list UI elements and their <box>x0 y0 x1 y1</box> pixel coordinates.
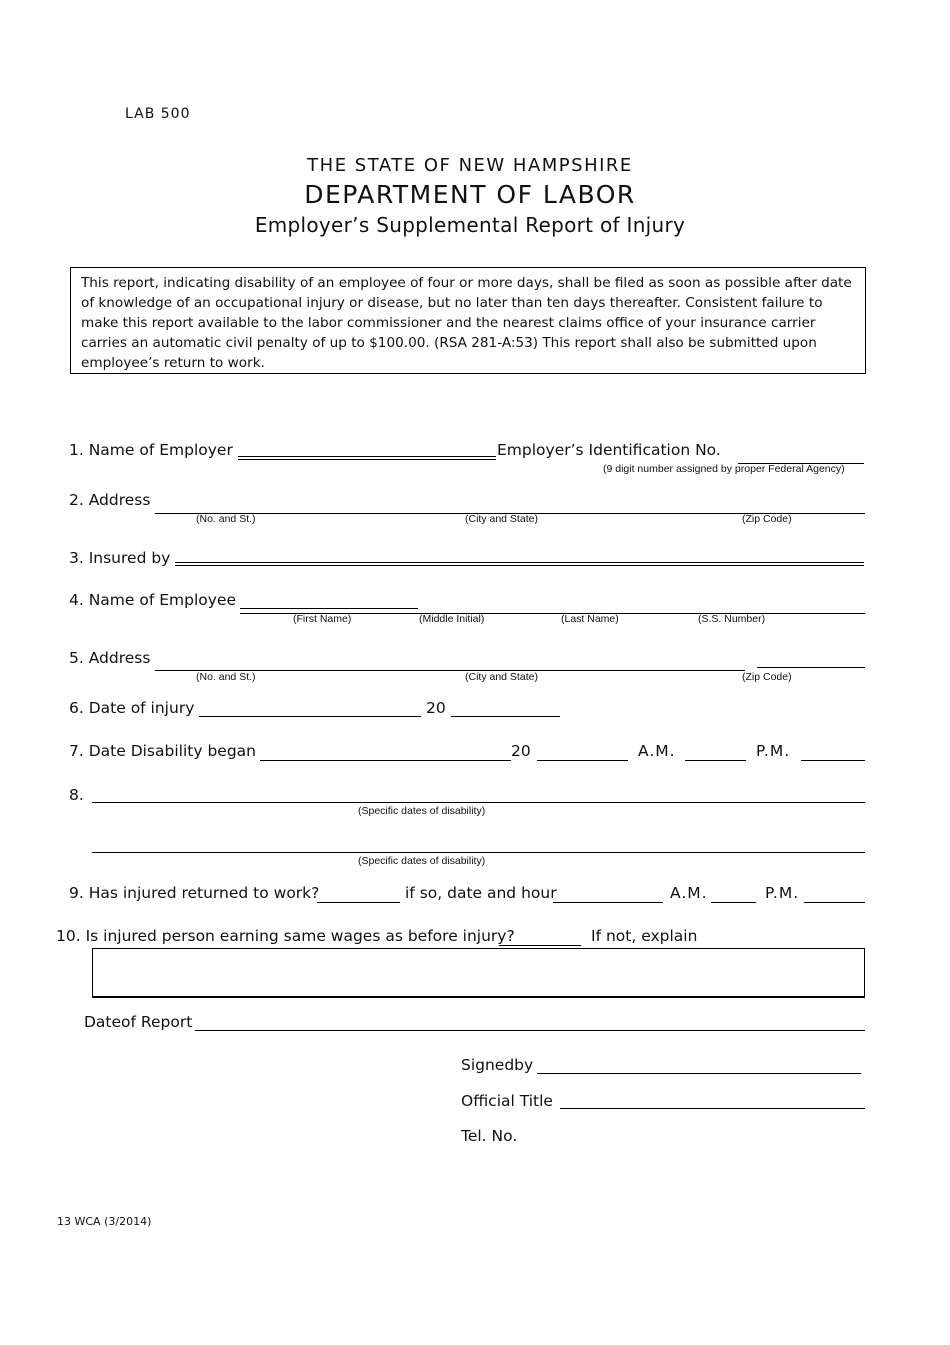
insured-by-field[interactable] <box>175 562 864 566</box>
employee-zip-field[interactable] <box>757 667 865 668</box>
telephone-label: Tel. No. <box>461 1127 518 1145</box>
official-title-field[interactable] <box>560 1108 865 1109</box>
form-title: Employer’s Supplemental Report of Injury <box>254 213 686 237</box>
same-wages-field[interactable] <box>499 945 581 946</box>
return-am-field[interactable] <box>711 902 756 903</box>
signed-by-label: Signedby <box>461 1056 534 1074</box>
disability-year-field[interactable] <box>537 760 628 761</box>
employer-ein-label: Employer’s Identification No. <box>497 441 721 459</box>
returned-to-work-label: 9. Has injured returned to work? <box>69 884 320 902</box>
employee-address-label: 5. Address <box>69 649 151 667</box>
disability-dates-caption-1: (Specific dates of disability) <box>358 805 486 817</box>
disability-pm-label: P.M. <box>756 742 791 760</box>
disability-year-prefix: 20 <box>511 742 531 760</box>
injury-year-prefix: 20 <box>426 699 446 717</box>
disability-began-label: 7. Date Disability began <box>69 742 256 760</box>
injury-year-field[interactable] <box>451 716 560 717</box>
address-zip-caption: (Zip Code) <box>742 513 792 525</box>
disability-pm-field[interactable] <box>801 760 865 761</box>
explain-label: If not, explain <box>591 927 698 945</box>
return-pm-field[interactable] <box>804 902 865 903</box>
disability-dates-field-2[interactable] <box>92 852 865 853</box>
disability-dates-caption-2: (Specific dates of disability) <box>358 855 486 867</box>
state-heading: THE STATE OF NEW HAMPSHIRE <box>307 155 633 176</box>
return-date-hour-field[interactable] <box>553 902 663 903</box>
official-title-label: Official Title <box>461 1092 553 1110</box>
address-city-caption: (City and State) <box>465 671 538 683</box>
department-heading: DEPARTMENT OF LABOR <box>304 180 636 209</box>
employer-name-label: 1. Name of Employer <box>69 441 233 459</box>
address-city-caption: (City and State) <box>465 513 538 525</box>
employer-name-field[interactable] <box>238 456 496 460</box>
disability-began-field[interactable] <box>260 760 511 761</box>
address-street-caption: (No. and St.) <box>196 671 256 683</box>
signed-by-field[interactable] <box>537 1073 861 1074</box>
disability-am-field[interactable] <box>685 760 746 761</box>
return-am-label: A.M. <box>670 884 708 902</box>
dates-label: 8. <box>69 786 84 804</box>
disability-am-label: A.M. <box>638 742 676 760</box>
explanation-box[interactable] <box>92 948 865 998</box>
employee-first-name-field[interactable] <box>240 608 418 609</box>
employee-name-label: 4. Name of Employee <box>69 591 237 609</box>
insured-by-label: 3. Insured by <box>69 549 171 567</box>
same-wages-label: 10. Is injured person earning same wages as before injury? <box>56 927 515 945</box>
address-street-caption: (No. and St.) <box>196 513 256 525</box>
report-date-label: Dateof Report <box>84 1013 193 1031</box>
returned-to-work-field[interactable] <box>317 902 400 903</box>
report-date-field[interactable] <box>195 1030 865 1031</box>
employer-ein-caption: (9 digit number assigned by proper Federal Agency) <box>603 463 845 475</box>
disability-dates-field-1[interactable] <box>92 802 865 803</box>
return-date-hour-label: if so, date and hour <box>405 884 557 902</box>
middle-initial-caption: (Middle Initial) <box>419 613 485 625</box>
form-number: LAB 500 <box>125 106 191 122</box>
injury-date-field[interactable] <box>199 716 421 717</box>
employer-address-label: 2. Address <box>69 491 151 509</box>
revision-code: 13 WCA (3/2014) <box>57 1215 152 1228</box>
return-pm-label: P.M. <box>765 884 800 902</box>
ssn-caption: (S.S. Number) <box>698 613 766 625</box>
injury-date-label: 6. Date of injury <box>69 699 195 717</box>
filing-notice: This report, indicating disability of an employee of four or more days, shall be filed as soon as possible after date of knowledge of an occupational injury or disease, but no later than ten days thereafter. Consistent failure to make this report available to the labor commissioner and the nearest claims office of your insurance carrier carries an automatic civil penalty of up to $100.00. (RSA 281-A:53) This report shall also be submitted upon employee’s return to work. <box>70 267 866 374</box>
address-zip-caption: (Zip Code) <box>742 671 792 683</box>
last-name-caption: (Last Name) <box>561 613 619 625</box>
first-name-caption: (First Name) <box>293 613 352 625</box>
